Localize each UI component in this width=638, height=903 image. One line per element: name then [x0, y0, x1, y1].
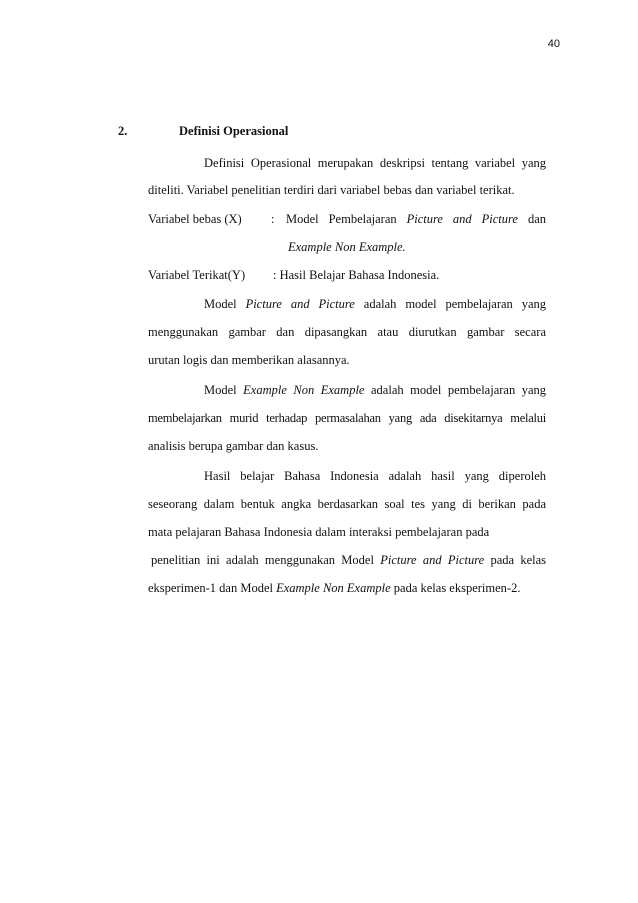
- paragraph4-line2: seseorang dalam bentuk angka berdasarkan soal tes yang di berikan pada: [148, 497, 546, 511]
- variable-x-definition-cont: Example Non Example.: [288, 240, 406, 254]
- section-title: Definisi Operasional: [179, 124, 289, 138]
- paragraph1-line1: Definisi Operasional merupakan deskripsi tentang variabel yang: [204, 156, 546, 170]
- page-number: 40: [547, 38, 560, 50]
- variable-y-label: Variabel Terikat(Y): [148, 268, 246, 282]
- paragraph1-line2: diteliti. Variabel penelitian terdiri dari variabel bebas dan variabel terikat.: [148, 183, 515, 197]
- paragraph4-line5: eksperimen-1 dan Model Example Non Example pada kelas eksperimen-2.: [148, 581, 521, 595]
- section-heading: [118, 124, 288, 139]
- paragraph3-line2: membelajarkan murid terhadap permasalahan yang ada disekitarnya melalui: [148, 411, 546, 425]
- variable-x-label: Variabel bebas (X): [148, 212, 242, 226]
- variable-x-definition: Model Pembelajaran Picture and Picture dan: [286, 212, 547, 226]
- paragraph2-line2: menggunakan gambar dan dipasangkan atau diurutkan gambar secara: [148, 325, 546, 339]
- paragraph2-line3: urutan logis dan memberikan alasannya.: [148, 353, 350, 367]
- paragraph4-line3: mata pelajaran Bahasa Indonesia dalam interaksi pembelajaran pada: [148, 525, 490, 539]
- variable-x-separator: :: [271, 212, 275, 226]
- paragraph3-line1: Model Example Non Example adalah model pembelajaran yang: [204, 383, 547, 397]
- paragraph4-line1: Hasil belajar Bahasa Indonesia adalah hasil yang diperoleh: [204, 469, 546, 483]
- paragraph3-line3: analisis berupa gambar dan kasus.: [148, 439, 319, 453]
- paragraph2-line1: Model Picture and Picture adalah model pembelajaran yang: [204, 297, 547, 311]
- paragraph4-line4: penelitian ini adalah menggunakan Model Picture and Picture pada kelas: [151, 553, 547, 567]
- section-number: 2.: [118, 124, 128, 138]
- variable-y-definition: : Hasil Belajar Bahasa Indonesia.: [273, 268, 440, 282]
